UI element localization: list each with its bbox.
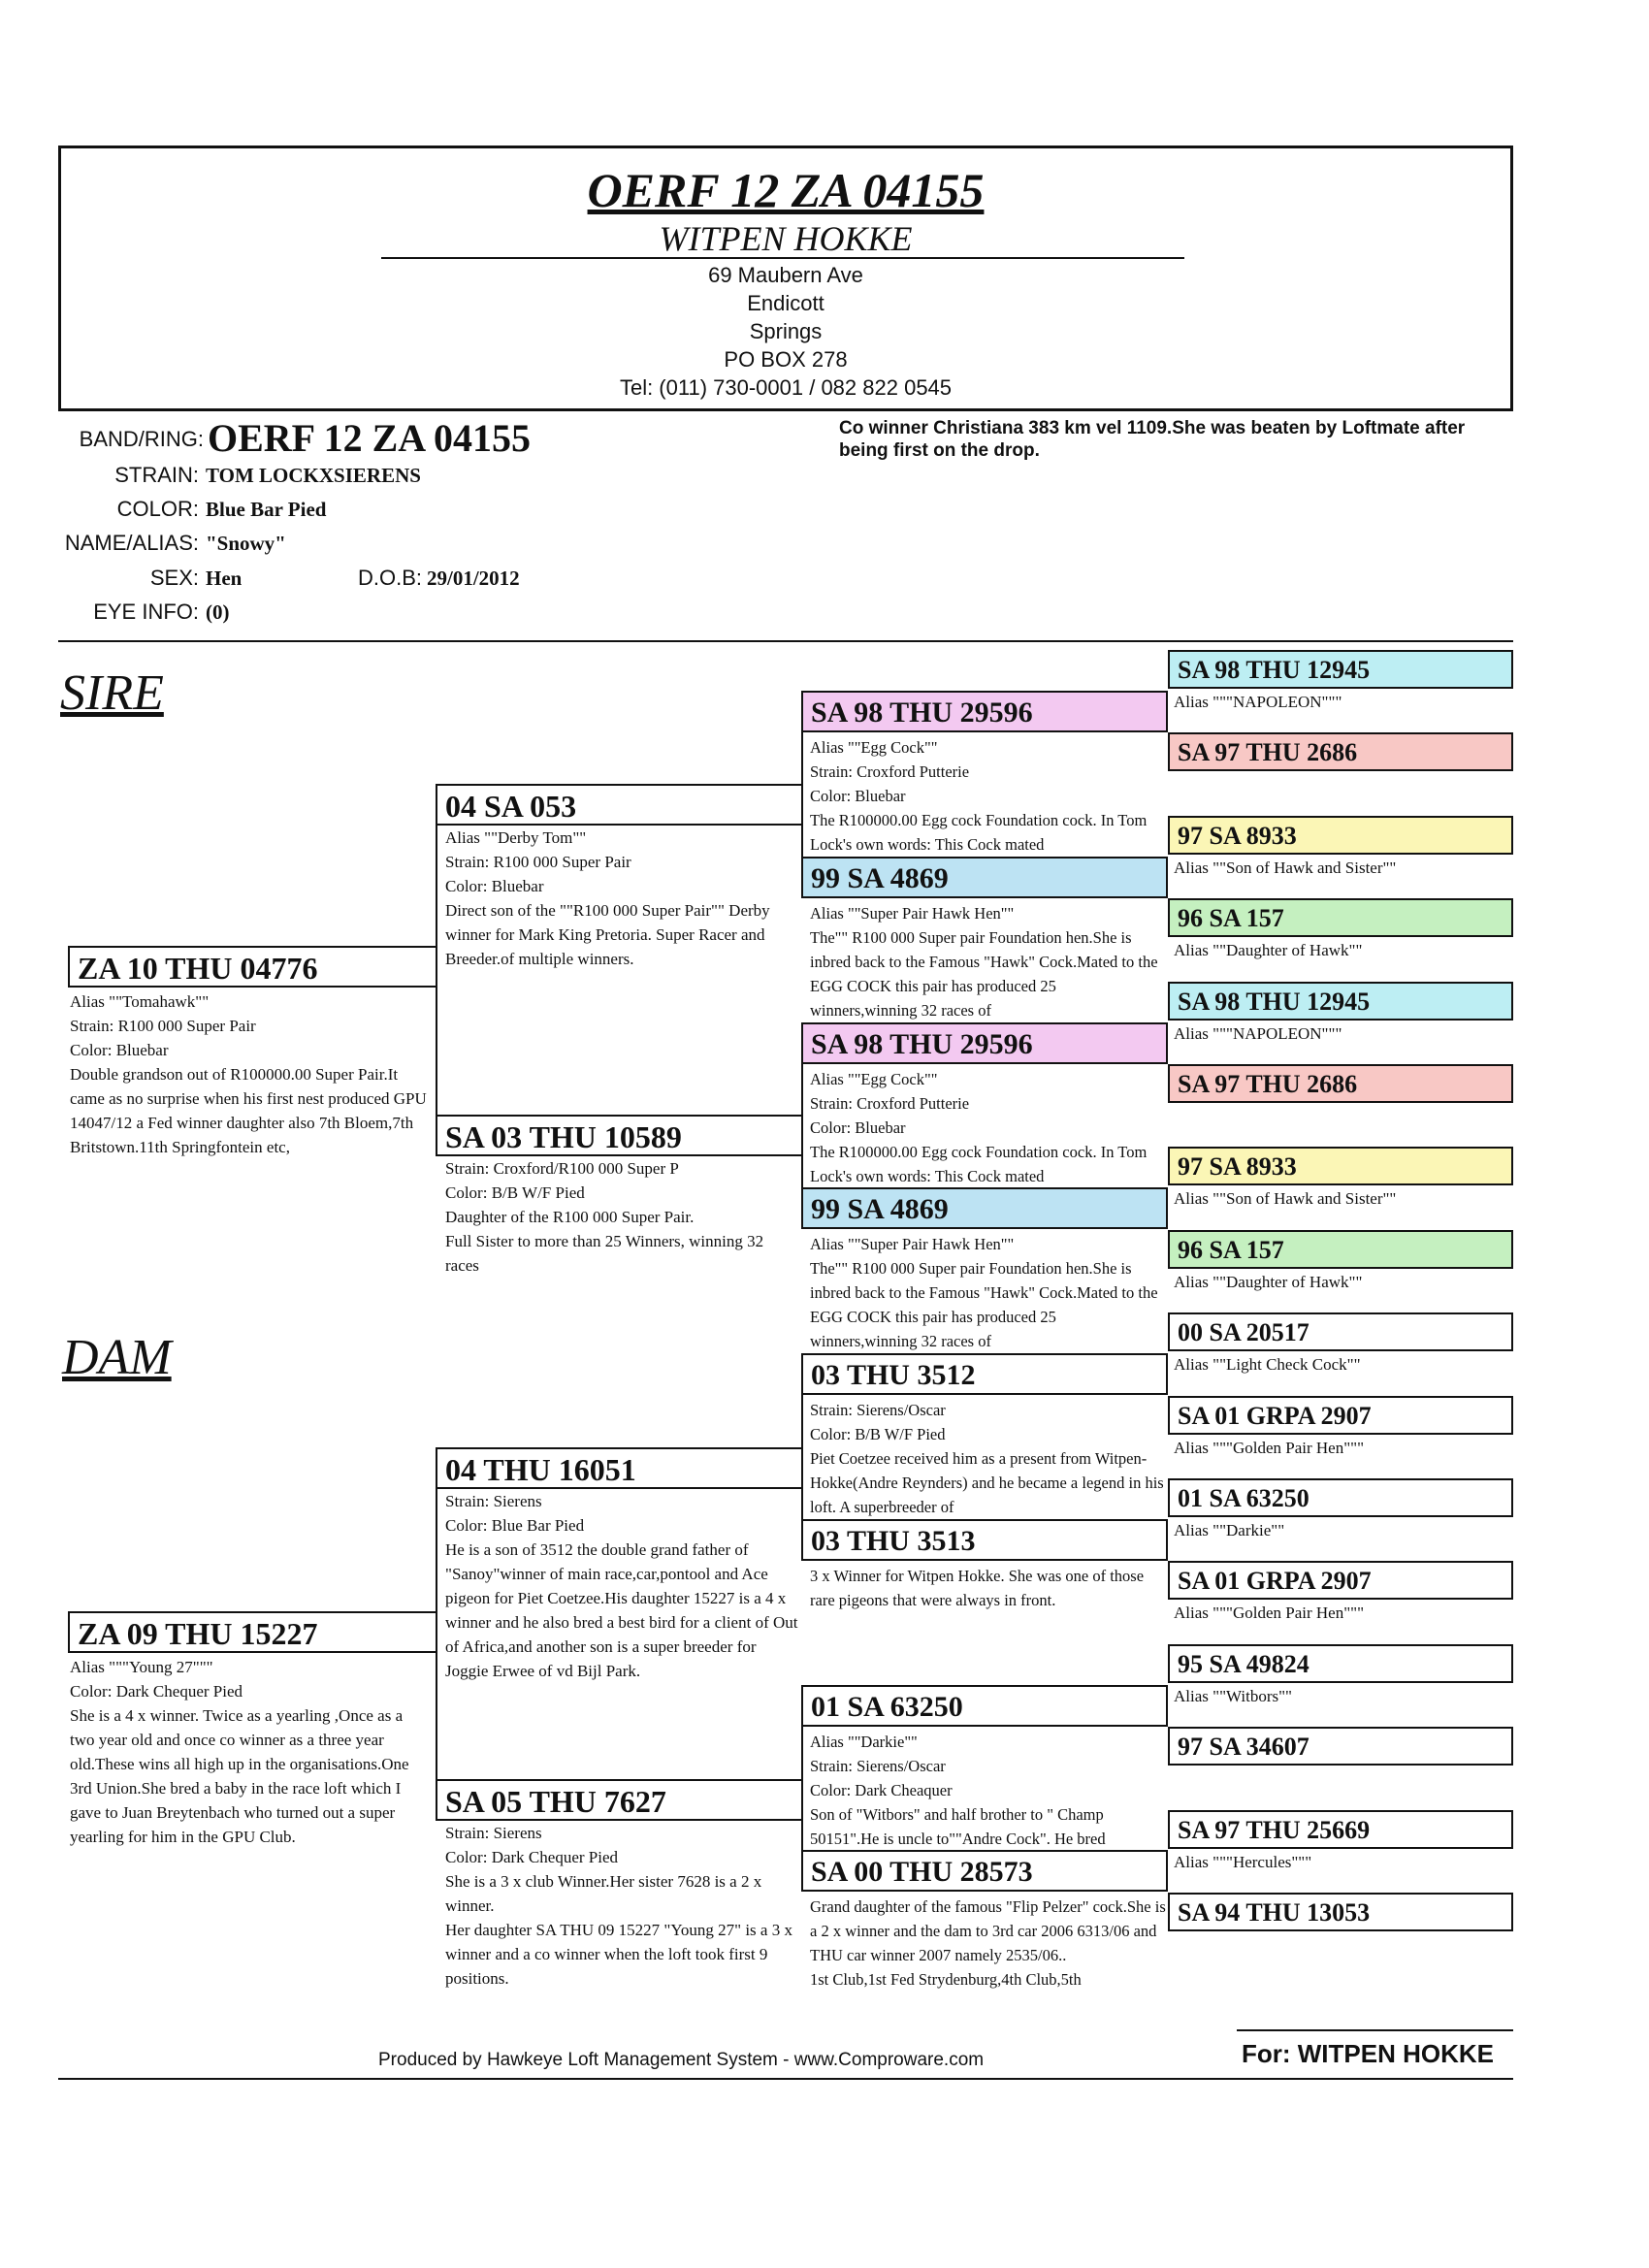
sex-value: Hen [206, 567, 242, 590]
strain-label: STRAIN: [114, 463, 199, 487]
name-alias-value: "Snowy" [206, 532, 286, 555]
sire-dam-ring: SA 03 THU 10589 [436, 1115, 803, 1156]
gen3-ring-dd-sire: 01 SA 63250 [801, 1685, 1168, 1727]
band-label: BAND/RING: [79, 427, 204, 451]
gen3-description-sd-sire: Alias ""Egg Cock"" Strain: Croxford Putterie Color: Bluebar The R100000.00 Egg cock Foundation cock. In Tom Lock's own words: This Cock mated [810, 1070, 1148, 1185]
gen4-ring: 96 SA 157 [1168, 898, 1513, 937]
dam-description [70, 1655, 429, 1888]
pedigree-title: OERF 12 ZA 04155 [587, 163, 985, 217]
gen4-alias: Alias ""Light Check Cock"" [1174, 1355, 1361, 1374]
gen4-alias: Alias ""Witbors"" [1174, 1687, 1292, 1705]
dam-ring: ZA 09 THU 15227 [68, 1611, 437, 1653]
gen3-description-ss-sire: Alias ""Egg Cock"" Strain: Croxford Putterie Color: Bluebar The R100000.00 Egg cock Foundation cock. In Tom Lock's own words: This Cock mated [810, 738, 1148, 854]
address-line: Endicott [747, 291, 824, 315]
gen4-alias: Alias ""Son of Hawk and Sister"" [1174, 1189, 1397, 1208]
gen4-ring: 95 SA 49824 [1168, 1644, 1513, 1683]
sire-sire-description: Alias ""Derby Tom"" Strain: R100 000 Super Pair Color: Bluebar Direct son of the ""R100 000 Super Pair"" Derby winner for Mark King Pretoria. Super Racer and Breeder.of multiple winners. [445, 828, 770, 968]
gen4-ring: SA 01 GRPA 2907 [1168, 1396, 1513, 1435]
gen3-ring-ds-dam: 03 THU 3513 [801, 1519, 1168, 1561]
gen3-description-dd-sire: Alias ""Darkie"" Strain: Sierens/Oscar Color: Dark Cheaquer Son of "Witbors" and half brother to " Champ 50151".He is uncle to""Andre Cock". He bred [810, 1733, 1106, 1848]
gen4-alias: Alias ""Daughter of Hawk"" [1174, 1273, 1363, 1291]
gen4-alias: Alias """Golden Pair Hen""" [1174, 1604, 1365, 1622]
footer-for: For: WITPEN HOKKE [1242, 2039, 1494, 2068]
performance-note: Co winner Christiana 383 km vel 1109.She was beaten by Loftmate after being first on the drop. [839, 418, 1466, 461]
gen4-ring: 96 SA 157 [1168, 1230, 1513, 1269]
gen4-ring: SA 01 GRPA 2907 [1168, 1561, 1513, 1600]
gen4-ring: 97 SA 8933 [1168, 1147, 1513, 1185]
color-label: COLOR: [116, 497, 199, 521]
sire-color: Color: Bluebar [70, 1041, 169, 1059]
gen4-alias: Alias """NAPOLEON""" [1174, 693, 1342, 711]
dob-value: 29/01/2012 [427, 567, 520, 590]
color-value: Blue Bar Pied [206, 498, 327, 521]
dam-notes: She is a 4 x winner. Twice as a yearling ,Once as a two year old and once co winner as a three year old.These wins all high up in the organisations.One 3rd Union.She bred a baby in the race loft which I gave to Juan Breytenbach who turned out a super yearling for him in the GPU Club. [70, 1706, 409, 1846]
name-alias-label: NAME/ALIAS: [64, 531, 199, 555]
sire-sire-ring: 04 SA 053 [436, 784, 803, 826]
sire-ring: ZA 10 THU 04776 [68, 946, 437, 988]
gen4-ring: 01 SA 63250 [1168, 1478, 1513, 1517]
address-line: 69 Maubern Ave [708, 263, 863, 287]
gen3-description-ds-dam: 3 x Winner for Witpen Hokke. She was one of those rare pigeons that were always in front. [810, 1567, 1145, 1609]
gen4-ring: SA 98 THU 12945 [1168, 982, 1513, 1021]
footer-divider [58, 2078, 1513, 2080]
dob-label: D.O.B: [357, 566, 422, 590]
section-divider [58, 640, 1513, 642]
gen4-alias: Alias ""Daughter of Hawk"" [1174, 941, 1363, 959]
address-line: PO BOX 278 [724, 347, 848, 372]
gen4-alias: Alias """Golden Pair Hen""" [1174, 1439, 1365, 1457]
address-line: Springs [749, 319, 823, 343]
header-divider [381, 257, 1184, 259]
telephone: Tel: (011) 730-0001 / 082 822 0545 [619, 375, 953, 400]
dam-dam-description: Strain: Sierens Color: Dark Chequer Pied She is a 3 x club Winner.Her sister 7628 is a 2 x winner. Her daughter SA THU 09 15227 "Young 27" is a 3 x winner and a co winner when the loft took first 9 positions. [445, 1824, 792, 1988]
dam-color: Color: Dark Chequer Pied [70, 1682, 242, 1701]
gen3-ring-sd-dam: 99 SA 4869 [801, 1187, 1168, 1229]
loft-name: WITPEN HOKKE [659, 219, 913, 258]
footer-rule-short [1237, 2029, 1513, 2031]
sire-description [70, 989, 429, 1208]
gen4-ring: 97 SA 34607 [1168, 1727, 1513, 1766]
eye-info-value: (0) [206, 600, 230, 624]
gen3-description-ds-sire: Strain: Sierens/Oscar Color: B/B W/F Pied Piet Coetzee received him as a present from Witpen-Hokke(Andre Reynders) and he became a legend in his loft. A superbreeder of [810, 1401, 1164, 1516]
gen4-alias: Alias """NAPOLEON""" [1174, 1024, 1342, 1043]
gen4-ring: 00 SA 20517 [1168, 1312, 1513, 1351]
gen4-ring: 97 SA 8933 [1168, 816, 1513, 855]
sire-notes: Double grandson out of R100000.00 Super Pair.It came as no surprise when his first nest produced GPU 14047/12 a Fed winner daughter also 7th Bloem,7th Britstown.11th Springfontein etc, [70, 1065, 427, 1156]
gen3-description-sd-dam: Alias ""Super Pair Hawk Hen"" The"" R100 000 Super pair Foundation hen.She is inbred back to the Famous "Hawk" Cock.Mated to the EGG COCK this pair has produced 25 winners,winning 32 races of [810, 1235, 1158, 1350]
sire-heading: SIRE [60, 665, 164, 721]
gen3-ring-dd-dam: SA 00 THU 28573 [801, 1850, 1168, 1892]
eye-info-label: EYE INFO: [93, 599, 199, 624]
gen3-ring-ss-dam: 99 SA 4869 [801, 857, 1168, 898]
gen4-ring: SA 94 THU 13053 [1168, 1893, 1513, 1931]
gen4-alias: Alias """Hercules""" [1174, 1853, 1312, 1871]
gen3-description-dd-dam: Grand daughter of the famous "Flip Pelzer" cock.She is a 2 x winner and the dam to 3rd car 2006 6313/06 and THU car winner 2007 namely 2535/06.. 1st Club,1st Fed Strydenburg,4th Club,5th [810, 1897, 1166, 1989]
footer-credit: Produced by Hawkeye Loft Management System - www.Comproware.com [378, 2050, 985, 2070]
header-box [58, 146, 1513, 411]
strain-value: TOM LOCKXSIERENS [206, 464, 421, 487]
sire-strain: Strain: R100 000 Super Pair [70, 1017, 256, 1035]
dam-dam-ring: SA 05 THU 7627 [436, 1779, 803, 1821]
dam-sire-description: Strain: Sierens Color: Blue Bar Pied He is a son of 3512 the double grand father of "Sanoy"winner of main race,car,pontool and Ace pigeon for Piet Coetzee.His daughter 15227 is a 4 x winner and he also bred a best bird for a client of Out of Africa,and another son is a super breeder for Joggie Erwee of vd Bijl Park. [445, 1492, 798, 1680]
sire-alias: Alias ""Tomahawk"" [70, 992, 210, 1011]
gen4-ring: SA 97 THU 25669 [1168, 1810, 1513, 1849]
gen3-ring-ss-sire: SA 98 THU 29596 [801, 691, 1168, 732]
gen4-ring: SA 97 THU 2686 [1168, 1064, 1513, 1103]
gen4-ring: SA 97 THU 2686 [1168, 732, 1513, 771]
gen3-ring-ds-sire: 03 THU 3512 [801, 1353, 1168, 1395]
dam-sire-ring: 04 THU 16051 [436, 1447, 803, 1489]
sire-dam-description: Strain: Croxford/R100 000 Super P Color: B/B W/F Pied Daughter of the R100 000 Super Pair. Full Sister to more than 25 Winners, winning 32 races [445, 1159, 764, 1275]
band-value: OERF 12 ZA 04155 [208, 416, 531, 460]
gen3-description-ss-dam: Alias ""Super Pair Hawk Hen"" The"" R100 000 Super pair Foundation hen.She is inbred back to the Famous "Hawk" Cock.Mated to the EGG COCK this pair has produced 25 winners,winning 32 races of [810, 904, 1158, 1020]
gen4-alias: Alias ""Darkie"" [1174, 1521, 1285, 1539]
gen4-ring: SA 98 THU 12945 [1168, 650, 1513, 689]
sex-label: SEX: [149, 566, 199, 590]
dam-heading: DAM [62, 1330, 172, 1385]
gen4-alias: Alias ""Son of Hawk and Sister"" [1174, 859, 1397, 877]
gen3-ring-sd-sire: SA 98 THU 29596 [801, 1022, 1168, 1064]
dam-alias: Alias """Young 27""" [70, 1658, 213, 1676]
